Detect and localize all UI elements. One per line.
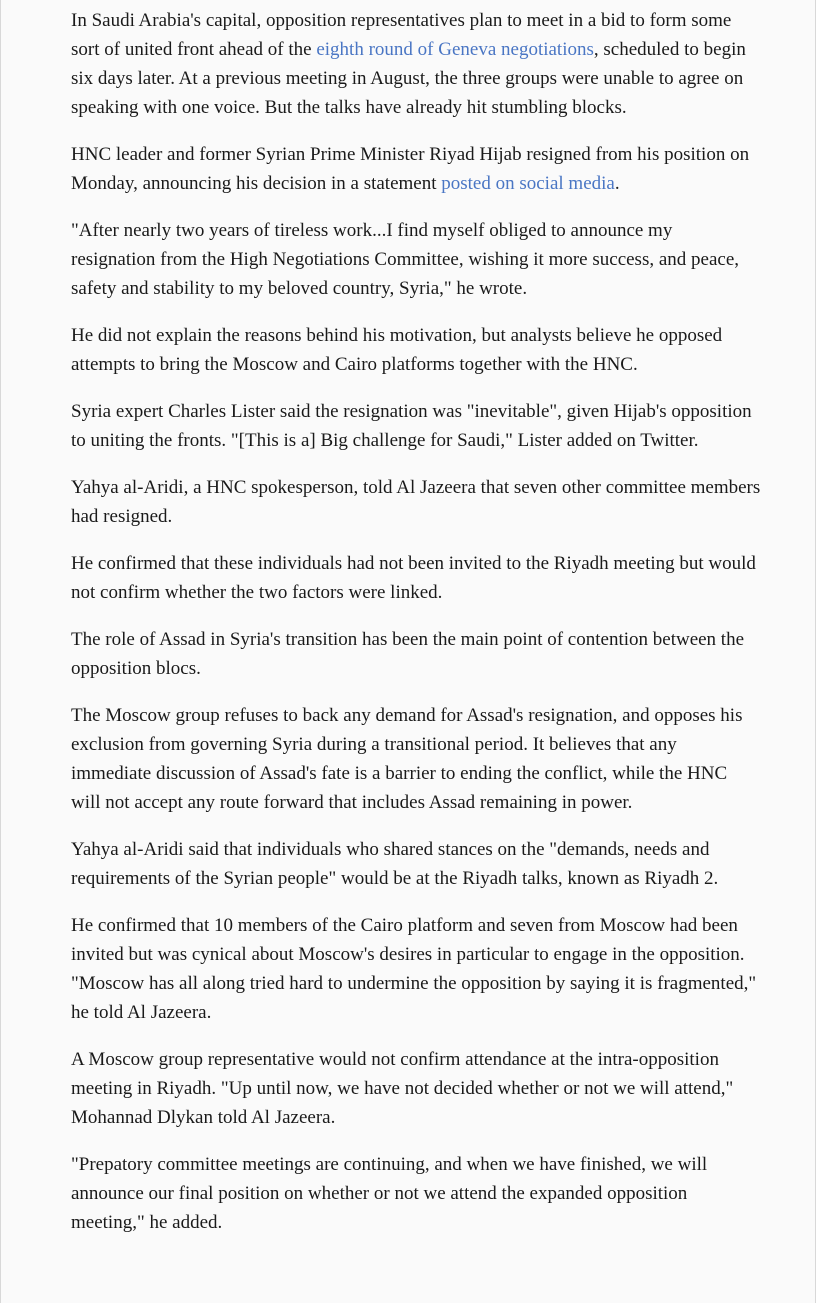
paragraph-9: The Moscow group refuses to back any demand for Assad's resignation, and opposes his exclusion from governing Syria during a transitional period. It believes that any immediate discussion of Assad's fate is a barrier to ending the conflict, while the HNC will not accept any route forward that includes Assad remaining in power. bbox=[71, 705, 743, 813]
paragraph-5: Syria expert Charles Lister said the resignation was "inevitable", given Hijab's opposition to uniting the fronts. "[This is a] Big challenge for Saudi," Lister added on Twitter. bbox=[71, 401, 752, 451]
paragraph-7: He confirmed that these individuals had not been invited to the Riyadh meeting but would not confirm whether the two factors were linked. bbox=[71, 553, 756, 603]
paragraph-1 bbox=[71, 6, 761, 122]
paragraph-4: He did not explain the reasons behind his motivation, but analysts believe he opposed attempts to bring the Moscow and Cairo platforms together with the HNC. bbox=[71, 325, 723, 375]
paragraph-11: He confirmed that 10 members of the Cairo platform and seven from Moscow had been invited but was cynical about Moscow's desires in particular to engage in the opposition. "Moscow has all along tried hard to undermine the opposition by saying it is fragmented," he told Al Jazeera. bbox=[71, 915, 757, 1023]
paragraph-2 bbox=[71, 140, 761, 198]
paragraph-10: Yahya al-Aridi said that individuals who shared stances on the "demands, needs and requirements of the Syrian people" would be at the Riyadh talks, known as Riyadh 2. bbox=[71, 839, 719, 889]
paragraph-13: "Prepatory committee meetings are continuing, and when we have finished, we will announce our final position on whether or not we attend the expanded opposition meeting," he added. bbox=[71, 1154, 708, 1233]
paragraph-2-text-end: . bbox=[614, 173, 620, 194]
paragraph-8: The role of Assad in Syria's transition has been the main point of contention between the opposition blocs. bbox=[71, 629, 745, 679]
article-body bbox=[71, 6, 761, 1255]
paragraph-6: Yahya al-Aridi, a HNC spokesperson, told Al Jazeera that seven other committee members had resigned. bbox=[71, 477, 761, 527]
paragraph-3: "After nearly two years of tireless work...I find myself obliged to announce my resignation from the High Negotiations Committee, wishing it more success, and peace, safety and stability to my beloved country, Syria," he wrote. bbox=[71, 220, 740, 299]
geneva-negotiations-link[interactable]: eighth round of Geneva negotiations bbox=[316, 39, 594, 60]
paragraph-2-text-start: HNC leader and former Syrian Prime Minister Riyad Hijab resigned from his position on Monday, announcing his decision in a statement bbox=[71, 144, 750, 194]
paragraph-1-text-end: , scheduled to begin six days later. At a previous meeting in August, the three groups were unable to agree on speaking with one voice. But the talks have already hit stumbling blocks. bbox=[71, 39, 746, 118]
paragraph-12: A Moscow group representative would not confirm attendance at the intra-opposition meeting in Riyadh. "Up until now, we have not decided whether or not we will attend," Mohannad Dlykan told Al Jazeera. bbox=[71, 1049, 734, 1128]
paragraph-1-text-start: In Saudi Arabia's capital, opposition representatives plan to meet in a bid to form some sort of united front ahead of the bbox=[71, 10, 732, 60]
social-media-link[interactable]: posted on social media bbox=[441, 173, 615, 194]
